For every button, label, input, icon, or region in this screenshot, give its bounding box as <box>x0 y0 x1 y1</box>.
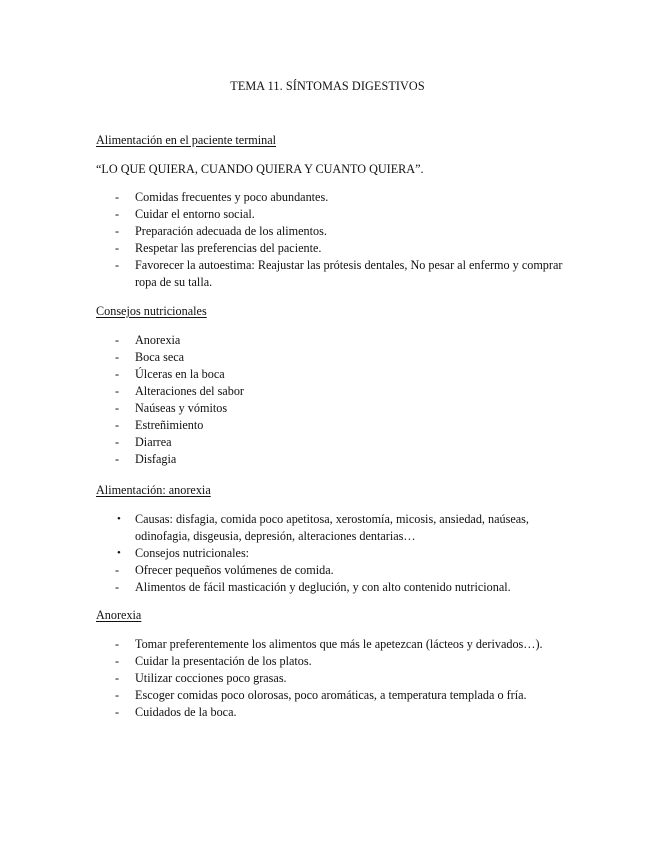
list-item <box>96 189 566 206</box>
list-item-text: Cuidar la presentación de los platos. <box>135 654 312 668</box>
list-item <box>96 257 566 291</box>
list-item <box>96 434 566 451</box>
list-item-text: Naúseas y vómitos <box>135 401 228 415</box>
list-item <box>96 417 566 434</box>
dash-marker: - <box>115 418 120 432</box>
dash-marker: - <box>115 688 120 702</box>
dash-marker: - <box>115 350 120 364</box>
list-item <box>96 332 566 349</box>
list-consejos-nutricionales <box>96 332 566 468</box>
list-item <box>96 383 566 400</box>
list-alimentacion-paciente-terminal <box>96 189 566 291</box>
list-item-text: Preparación adecuada de los alimentos. <box>135 224 327 238</box>
list-item-text: Boca seca <box>135 350 185 364</box>
list-anorexia <box>96 636 566 721</box>
list-item-text: Estreñimiento <box>135 418 204 432</box>
dash-marker: - <box>115 401 120 415</box>
list-item <box>96 636 566 653</box>
list-item-text: Escoger comidas poco olorosas, poco aromáticas, a temperatura templada o fría. <box>135 688 527 702</box>
list-item-text: Utilizar cocciones poco grasas. <box>135 671 287 685</box>
list-item-text: Cuidar el entorno social. <box>135 207 255 221</box>
list-item <box>96 511 566 545</box>
list-item-text: Alimentos de fácil masticación y deglución, y con alto contenido nutricional. <box>135 580 511 594</box>
dash-marker: - <box>115 563 120 577</box>
dash-marker: - <box>115 637 120 651</box>
list-item-text: Diarrea <box>135 435 172 449</box>
list-item <box>96 223 566 240</box>
dash-marker: - <box>115 671 120 685</box>
dash-marker: - <box>115 333 120 347</box>
dash-marker: - <box>115 241 120 255</box>
section-heading-alimentacion-paciente-terminal: Alimentación en el paciente terminal <box>96 133 277 147</box>
list-item <box>96 366 566 383</box>
motto-quote: “LO QUE QUIERA, CUANDO QUIERA Y CUANTO QUIERA”. <box>96 162 424 176</box>
dash-marker: - <box>115 654 120 668</box>
list-item-text: Consejos nutricionales: <box>135 546 250 560</box>
dash-marker: - <box>115 580 120 594</box>
list-item <box>96 562 566 579</box>
dash-marker: - <box>115 435 120 449</box>
list-item-text: Disfagia <box>135 452 177 466</box>
bullet-marker: • <box>117 547 121 559</box>
dash-marker: - <box>115 705 120 719</box>
dash-marker: - <box>115 190 120 204</box>
dash-marker: - <box>115 384 120 398</box>
list-item <box>96 670 566 687</box>
list-item-text: Comidas frecuentes y poco abundantes. <box>135 190 329 204</box>
list-item <box>96 579 566 596</box>
page-title: TEMA 11. SÍNTOMAS DIGESTIVOS <box>230 79 425 93</box>
list-item <box>96 687 566 704</box>
dash-marker: - <box>115 207 120 221</box>
list-item <box>96 545 566 562</box>
bullet-marker: • <box>117 513 121 525</box>
list-item <box>96 704 566 721</box>
list-item-text: Causas: disfagia, comida poco apetitosa, xerostomía, micosis, ansiedad, naúseas, odinofagia, disgeusia, depresión, alteraciones dentarias… <box>135 512 529 543</box>
list-item <box>96 653 566 670</box>
list-item-text: Anorexia <box>135 333 181 347</box>
list-item-text: Ofrecer pequeños volúmenes de comida. <box>135 563 334 577</box>
section-heading-consejos-nutricionales: Consejos nutricionales <box>96 304 207 318</box>
list-item <box>96 451 566 468</box>
list-item <box>96 206 566 223</box>
section-heading-anorexia: Anorexia <box>96 608 142 622</box>
dash-marker: - <box>115 224 120 238</box>
list-item <box>96 240 566 257</box>
list-item-text: Tomar preferentemente los alimentos que más le apetezcan (lácteos y derivados…). <box>135 637 543 651</box>
dash-marker: - <box>115 452 120 466</box>
dash-marker: - <box>115 367 120 381</box>
list-item-text: Úlceras en la boca <box>135 367 225 381</box>
list-item-text: Alteraciones del sabor <box>135 384 244 398</box>
list-item-text: Cuidados de la boca. <box>135 705 237 719</box>
list-item-text: Favorecer la autoestima: Reajustar las prótesis dentales, No pesar al enfermo y comprar ropa de su talla. <box>135 258 563 289</box>
section-heading-alimentacion-anorexia: Alimentación: anorexia <box>96 483 211 497</box>
list-alimentacion-anorexia <box>96 511 566 596</box>
list-item-text: Respetar las preferencias del paciente. <box>135 241 322 255</box>
list-item <box>96 400 566 417</box>
dash-marker: - <box>115 258 120 272</box>
list-item <box>96 349 566 366</box>
